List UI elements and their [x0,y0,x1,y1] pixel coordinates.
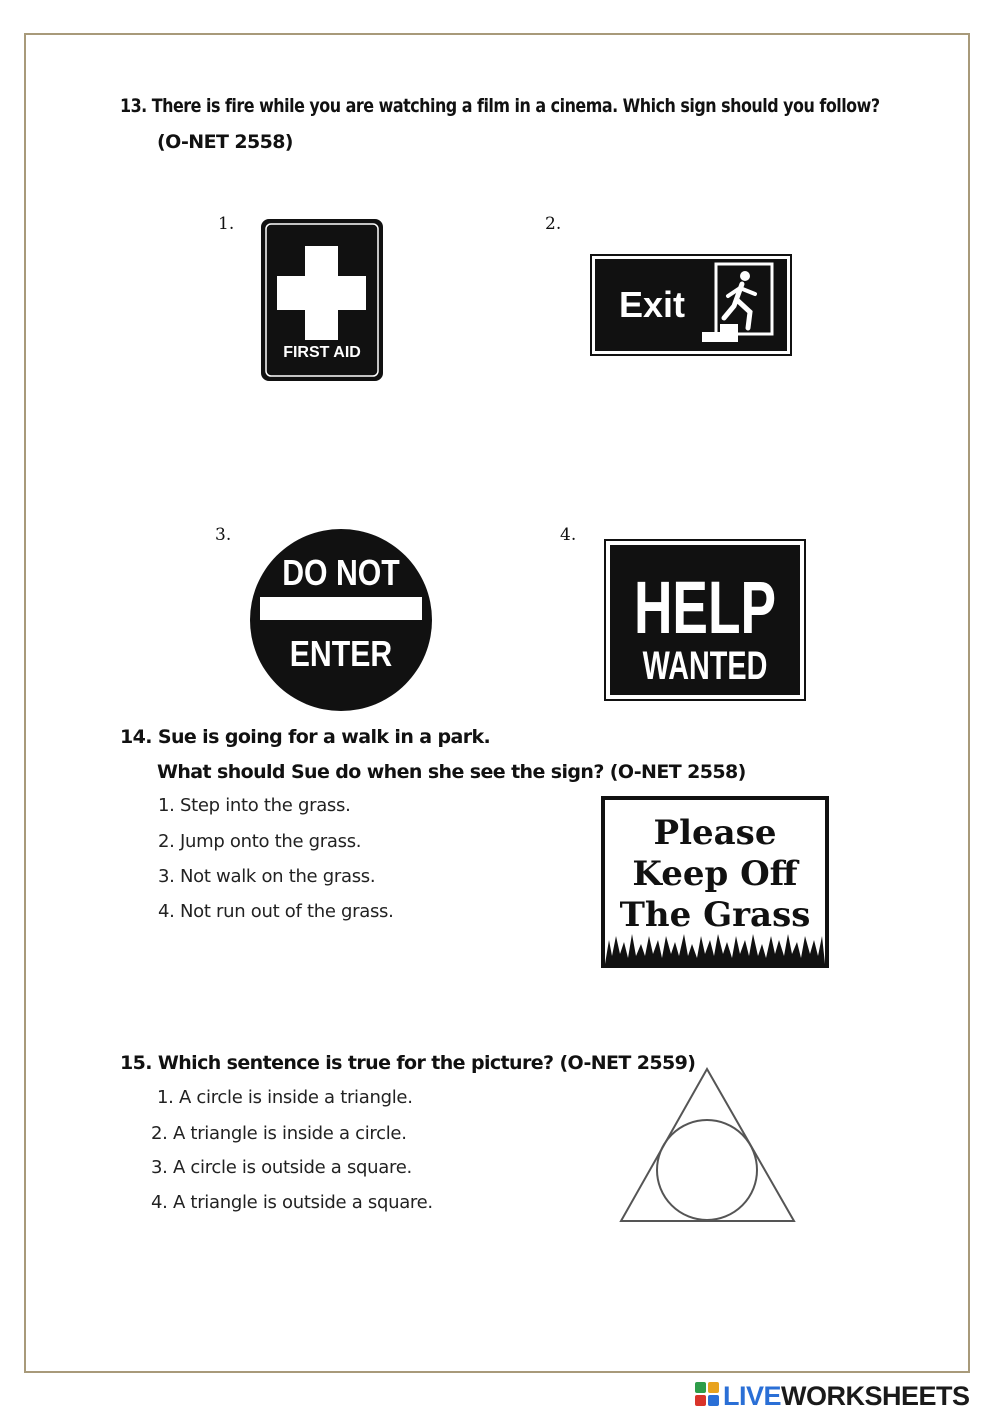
wanted-label: WANTED [642,643,768,689]
q14-option-3: 3. Not walk on the grass. [158,866,376,887]
exit-label: Exit [618,284,686,325]
q14-title-line2: What should Sue do when she see the sign? (O-NET 2558) [157,761,746,783]
svg-text:LIVEWORKSHEETS [723,1381,970,1410]
enter-label: ENTER [289,634,393,675]
do-not-enter-sign [248,527,434,713]
q13-choice-2-number: 2. [545,214,562,234]
help-label: HELP [633,566,777,650]
q13-choice-3-number: 3. [215,525,232,545]
keep-off-label: Keep Off [632,854,798,894]
logo-live-text: LIVE [723,1381,782,1410]
liveworksheets-logo [695,1378,995,1410]
please-label: Please [653,813,777,853]
exit-sign [590,254,792,356]
q15-option-2: 2. A triangle is inside a circle. [151,1123,407,1144]
circle-in-triangle-figure [615,1062,800,1227]
keep-off-grass-sign [601,796,829,968]
circle-shape [657,1120,757,1220]
q15-title: 15. Which sentence is true for the picture? (O-NET 2559) [120,1052,696,1074]
do-not-enter-bar [260,597,422,620]
q15-option-3: 3. A circle is outside a square. [151,1157,412,1178]
q14-option-4: 4. Not run out of the grass. [158,901,394,922]
first-aid-sign [260,218,384,382]
q13-title-line2: (O-NET 2558) [157,131,293,153]
q13-title-line1: 13. There is fire while you are watching a film in a cinema. Which sign should you follow? [120,95,880,117]
q14-option-2: 2. Jump onto the grass. [158,831,362,852]
q15-option-4: 4. A triangle is outside a square. [151,1192,433,1213]
help-wanted-sign [604,539,806,701]
q14-title-line1: 14. Sue is going for a walk in a park. [120,726,491,748]
triangle-shape [621,1069,794,1221]
the-grass-label: The Grass [619,895,811,935]
q14-option-1: 1. Step into the grass. [158,795,351,816]
logo-mark-icon [695,1382,719,1406]
do-not-label: DO NOT [282,553,400,594]
logo-worksheets-text: WORKSHEETS [781,1381,970,1410]
q13-choice-1-number: 1. [218,214,235,234]
first-aid-label: FIRST AID [283,344,361,361]
q15-option-1: 1. A circle is inside a triangle. [157,1087,413,1108]
q13-choice-4-number: 4. [560,525,577,545]
